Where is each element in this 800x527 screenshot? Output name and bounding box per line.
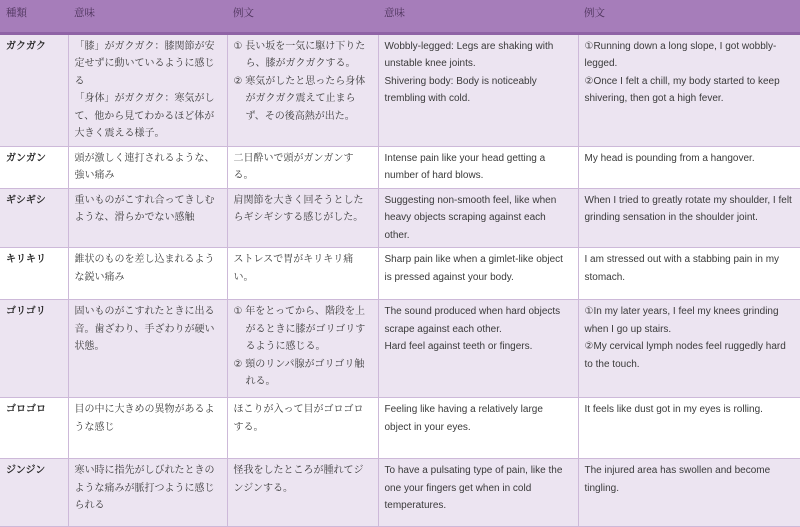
meaning-ja-cell: [68, 188, 227, 248]
onomatopoeia-type: ガンガン: [0, 146, 68, 188]
meaning-en-text: Suggesting non-smooth feel, like when heavy objects scraping against each other.: [384, 194, 557, 241]
meaning-ja-text: 「膝」がガクガク：膝関節が安定せずに動いているように感じる: [74, 40, 215, 87]
onomatopoeia-type: ゴロゴロ: [0, 398, 68, 459]
example-en-text: The injured area has swollen and become tingling.: [584, 465, 771, 494]
example-en-text: ②Once I felt a chill, my body started to keep shivering, then got a high fever.: [584, 75, 780, 104]
table-row: [0, 146, 800, 188]
example-en-text: I am stressed out with a stabbing pain in my stomach.: [584, 254, 780, 283]
header-example-ja: 例文: [227, 0, 378, 33]
example-ja-text: ストレスで胃がキリキリ痛い。: [233, 254, 354, 283]
table-row: [0, 300, 800, 398]
example-ja-text: 怪我をしたところが腫れてジンジンする。: [233, 465, 364, 494]
meaning-ja-cell: [68, 300, 227, 398]
example-en-cell: [578, 248, 800, 300]
onomatopoeia-type: キリキリ: [0, 248, 68, 300]
example-ja-text: 肩関節を大きく回そうとしたらギシギシする感じがした。: [233, 194, 364, 223]
header-type: 種類: [0, 0, 68, 33]
meaning-en-cell: [378, 188, 578, 248]
meaning-ja-cell: [68, 33, 227, 146]
example-ja-cell: [227, 459, 378, 527]
example-en-text: ②My cervical lymph nodes feel ruggedly hard to the touch.: [584, 341, 786, 370]
meaning-en-text: Wobbly-legged: Legs are shaking with unstable knee joints.: [384, 40, 554, 69]
header-example-en: 例文: [578, 0, 800, 33]
meaning-ja-cell: [68, 398, 227, 459]
example-en-cell: [578, 459, 800, 527]
meaning-ja-text: 目の中に大きめの異物があるような感じ: [74, 404, 215, 433]
example-ja-text: ほこりが入って目がゴロゴロする。: [233, 404, 364, 433]
header-meaning-ja: 意味: [68, 0, 227, 33]
example-en-text: It feels like dust got in my eyes is rolling.: [584, 404, 763, 415]
example-en-cell: [578, 33, 800, 146]
table-row: [0, 33, 800, 146]
meaning-en-text: Intense pain like your head getting a number of hard blows.: [384, 152, 546, 181]
meaning-ja-cell: [68, 459, 227, 527]
example-ja-cell: [227, 300, 378, 398]
meaning-en-cell: [378, 33, 578, 146]
example-en-cell: [578, 300, 800, 398]
example-en-text: When I tried to greatly rotate my shoulder, I felt grinding sensation in the shoulder joint.: [584, 194, 792, 223]
example-ja-text: ② 頸のリンパ腺がゴリゴリ触れる。: [233, 358, 365, 387]
example-en-cell: [578, 398, 800, 459]
meaning-en-text: The sound produced when hard objects scrape against each other.: [384, 306, 561, 335]
meaning-ja-text: 固いものがこすれたときに出る音。歯ざわり、手ざわりが硬い状態。: [74, 306, 215, 352]
meaning-en-text: Hard feel against teeth or fingers.: [384, 341, 533, 352]
meaning-en-text: To have a pulsating type of pain, like the one your fingers get when in cold temperatures.: [384, 465, 563, 511]
table-row: [0, 188, 800, 248]
example-en-text: My head is pounding from a hangover.: [584, 152, 755, 164]
meaning-ja-cell: [68, 248, 227, 300]
meaning-en-text: Sharp pain like when a gimlet-like object is pressed against your body.: [384, 254, 563, 283]
example-ja-cell: [227, 248, 378, 300]
meaning-ja-text: 重いものがこすれ合ってきしむような、滑らかでない感触: [74, 194, 215, 223]
example-en-text: ①In my later years, I feel my knees grinding when I go up stairs.: [584, 306, 779, 335]
meaning-en-text: Feeling like having a relatively large object in your eyes.: [384, 404, 543, 433]
onomatopoeia-type: ジンジン: [0, 459, 68, 527]
header-row: [0, 0, 800, 33]
meaning-en-cell: [378, 248, 578, 300]
onomatopoeia-type: ゴリゴリ: [0, 300, 68, 398]
meaning-en-cell: [378, 146, 578, 188]
meaning-ja-cell: [68, 146, 227, 188]
example-ja-text: ② 寒気がしたと思ったら身体がガクガク震えて止まらず、その後高熱が出た。: [233, 75, 366, 122]
header-meaning-en: 意味: [378, 0, 578, 33]
meaning-ja-text: 錐状のものを差し込まれるような鋭い痛み: [74, 254, 215, 283]
table-row: [0, 398, 800, 459]
onomatopoeia-type: ガクガク: [0, 33, 68, 146]
meaning-ja-text: 頭が激しく連打されるような、強い痛み: [74, 152, 215, 181]
example-ja-cell: [227, 33, 378, 146]
meaning-en-cell: [378, 300, 578, 398]
meaning-ja-text: 「身体」がガクガク：寒気がして、他から見てわかるほど体が大きく震える様子。: [74, 93, 215, 139]
meaning-ja-text: 寒い時に指先がしびれたときのような痛みが脈打つように感じられる: [74, 465, 215, 511]
example-ja-cell: [227, 146, 378, 188]
example-ja-cell: [227, 398, 378, 459]
onomatopoeia-type: ギシギシ: [0, 188, 68, 248]
meaning-en-cell: [378, 459, 578, 527]
example-en-cell: [578, 188, 800, 248]
table-row: [0, 248, 800, 300]
example-ja-cell: [227, 188, 378, 248]
table-row: [0, 459, 800, 527]
example-en-text: ①Running down a long slope, I got wobbly-legged.: [584, 40, 777, 69]
meaning-en-cell: [378, 398, 578, 459]
meaning-en-text: Shivering body: Body is noticeably trembling with cold.: [384, 75, 537, 104]
example-ja-text: ① 長い坂を一気に駆け下りたら、膝がガクガクする。: [233, 40, 366, 69]
example-ja-text: ① 年をとってから、階段を上がるときに膝がゴリゴリするように感じる。: [233, 306, 366, 352]
example-en-cell: [578, 146, 800, 188]
example-ja-text: 二日酔いで頭がガンガンする。: [233, 152, 354, 181]
